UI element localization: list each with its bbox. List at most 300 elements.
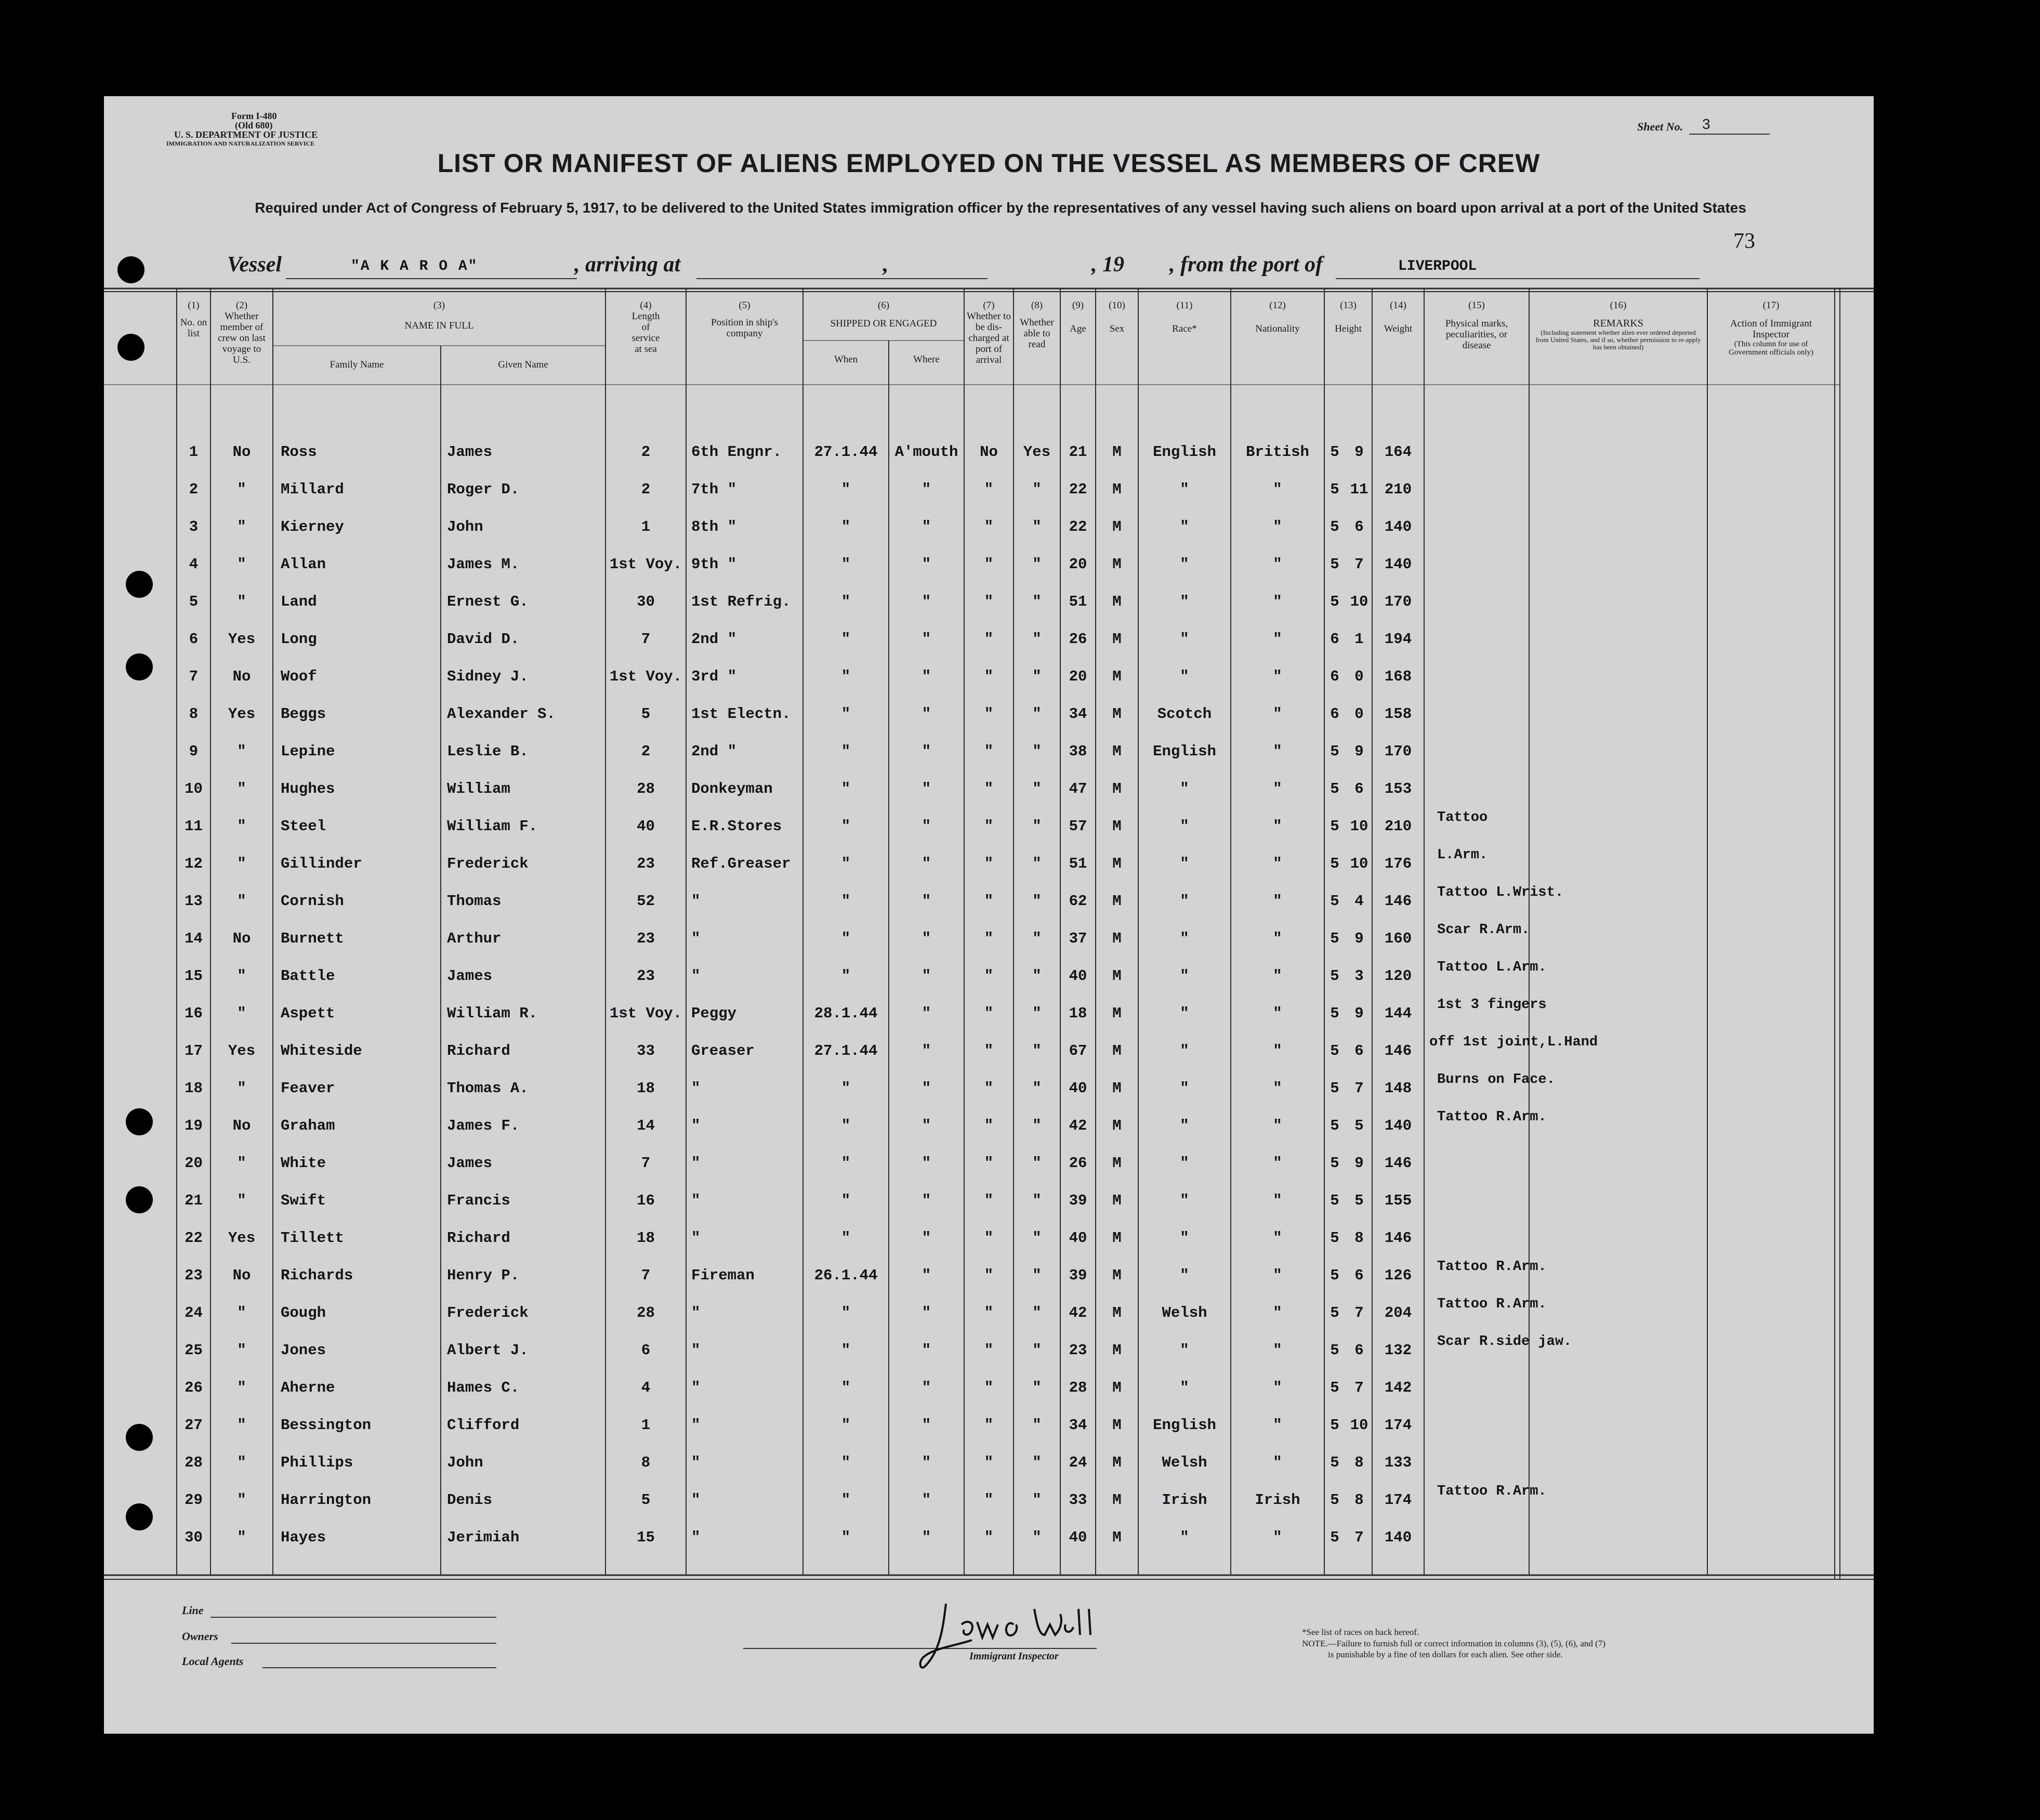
cell-read: Yes [1023,443,1051,461]
cell-position: 7th " [691,481,737,498]
cell-position: Peggy [691,1005,737,1022]
cell-family: Lepine [281,743,335,760]
cell-no: 18 [185,1080,203,1097]
cell-where: " [922,1417,931,1434]
cell-in: 8 [1354,1491,1364,1509]
cell-service: 1 [641,1417,651,1434]
cell-read: " [1032,593,1042,610]
cell-prev: " [237,593,246,610]
cell-where: " [922,1155,931,1172]
cell-wt: 210 [1384,818,1412,835]
cell-service: 15 [637,1529,655,1546]
cell-where: " [922,631,931,648]
cell-service: 2 [641,481,651,498]
cell-given: Thomas [447,893,502,910]
table-row [104,1445,1874,1482]
cell-service: 4 [641,1379,651,1396]
cell-nat: " [1273,893,1282,910]
table-row [104,1332,1874,1370]
cell-wt: 120 [1384,967,1412,985]
cell-disch: " [984,1417,994,1434]
cell-where: " [922,1454,931,1471]
cell-where: " [922,893,931,910]
line-label: Line [182,1604,204,1617]
cell-no: 21 [185,1192,203,1209]
cell-position: " [691,1117,701,1134]
cell-given: Denis [447,1491,493,1509]
cell-no: 28 [185,1454,203,1471]
cell-family: Ross [281,443,317,461]
cell-nat: " [1273,481,1282,498]
cell-no: 25 [185,1342,203,1359]
cell-ft: 5 [1330,443,1339,461]
cell-wt: 168 [1384,668,1412,685]
cell-where: " [922,481,931,498]
cell-service: 1st Voy. [609,668,682,685]
cell-nat: " [1273,1005,1282,1022]
penalty-note-cont: is punishable by a fine of ten dollars for each alien. See other side. [1328,1649,1563,1659]
cell-given: William F. [447,818,538,835]
cell-family: Allan [281,556,326,573]
cell-disch: " [984,1379,994,1396]
cell-given: William [447,780,510,797]
cell-when: " [841,1229,851,1247]
sheet-label: Sheet No. [1637,120,1683,133]
penalty-note: NOTE.—Failure to furnish full or correct information in columns (3), (5), (6), and (7) [1302,1639,1605,1648]
cell-race: " [1180,631,1189,648]
cell-marks: Scar R.Arm. [1437,922,1530,938]
cell-disch: " [984,1529,994,1546]
cell-where: " [922,1192,931,1209]
cell-family: Aspett [281,1005,335,1022]
cell-read: " [1032,1155,1042,1172]
cell-read: " [1032,556,1042,573]
cell-race: Scotch [1157,705,1212,723]
cell-when: " [841,1155,851,1172]
table-row [104,996,1874,1033]
cell-when: " [841,556,851,573]
cell-family: Long [281,631,317,648]
cell-wt: 146 [1384,1155,1412,1172]
cell-disch: " [984,1267,994,1284]
cell-sex: M [1112,1304,1122,1321]
cell-given: Hames C. [447,1379,520,1396]
cell-race: " [1180,818,1189,835]
cell-ft: 5 [1330,967,1339,985]
cell-in: 10 [1350,855,1368,872]
cell-when: " [841,593,851,610]
cell-wt: 148 [1384,1080,1412,1097]
cell-nat: " [1273,1155,1282,1172]
cell-ft: 5 [1330,855,1339,872]
cell-read: " [1032,481,1042,498]
cell-race: " [1180,930,1189,947]
cell-age: 40 [1069,1229,1087,1247]
cell-in: 11 [1350,481,1368,498]
cell-prev: " [237,518,246,535]
cell-in: 8 [1354,1229,1364,1247]
cell-marks: off 1st joint,L.Hand [1429,1035,1598,1050]
cell-when: " [841,1117,851,1134]
cell-ft: 6 [1330,705,1339,723]
col-header-6: (6) SHIPPED OR ENGAGED [830,300,937,329]
table-row [104,1033,1874,1070]
cell-sex: M [1112,593,1122,610]
cell-age: 42 [1069,1117,1087,1134]
cell-race: Welsh [1162,1304,1207,1321]
cell-wt: 140 [1384,1529,1412,1546]
cell-prev: " [237,1005,246,1022]
cell-when: " [841,1192,851,1209]
cell-disch: " [984,668,994,685]
cell-nat: " [1273,1192,1282,1209]
cell-ft: 6 [1330,668,1339,685]
cell-when: " [841,1529,851,1546]
cell-read: " [1032,1304,1042,1321]
cell-wt: 140 [1384,1117,1412,1134]
cell-age: 51 [1069,593,1087,610]
cell-nat: " [1273,556,1282,573]
cell-given: John [447,1454,483,1471]
cell-service: 30 [637,593,655,610]
cell-disch: " [984,930,994,947]
cell-sex: M [1112,481,1122,498]
cell-age: 33 [1069,1491,1087,1509]
page-subtitle: Required under Act of Congress of February 5, 1917, to be delivered to the United States immigration officer by the representatives of any vessel having such aliens on board upon arrival at a port of the United States [255,200,1746,216]
form-number: Form I-480 [231,111,277,121]
cell-age: 18 [1069,1005,1087,1022]
inspector-signature [915,1593,1112,1677]
cell-ft: 5 [1330,1117,1339,1134]
cell-position: " [691,1229,701,1247]
cell-where: A'mouth [894,443,958,461]
cell-ft: 5 [1330,1155,1339,1172]
cell-disch: " [984,481,994,498]
cell-nat: " [1273,1080,1282,1097]
cell-service: 28 [637,1304,655,1321]
cell-read: " [1032,1379,1042,1396]
cell-service: 52 [637,893,655,910]
cell-race: " [1180,967,1189,985]
cell-given: Albert J. [447,1342,529,1359]
cell-sex: M [1112,631,1122,648]
cell-wt: 142 [1384,1379,1412,1396]
cell-marks: Tattoo L.Wrist. [1437,885,1564,900]
cell-family: Graham [281,1117,335,1134]
cell-no: 7 [189,668,199,685]
cell-where: " [922,1080,931,1097]
table-row [104,846,1874,883]
cell-no: 24 [185,1304,203,1321]
cell-read: " [1032,1529,1042,1546]
cell-in: 9 [1354,743,1364,760]
cell-ft: 5 [1330,1304,1339,1321]
cell-family: Harrington [281,1491,372,1509]
cell-sex: M [1112,1267,1122,1284]
cell-read: " [1032,1454,1042,1471]
col-header-given-name: Given Name [498,359,548,370]
cell-family: Woof [281,668,317,685]
cell-given: James [447,967,493,985]
table-row [104,1370,1874,1407]
cell-ft: 5 [1330,556,1339,573]
cell-no: 20 [185,1155,203,1172]
cell-read: " [1032,1117,1042,1134]
cell-sex: M [1112,1342,1122,1359]
cell-family: Land [281,593,317,610]
cell-prev: " [237,743,246,760]
cell-service: 40 [637,818,655,835]
cell-disch: " [984,518,994,535]
from-port-label: , from the port of [1169,253,1323,277]
cell-position: Ref.Greaser [691,855,791,872]
cell-disch: " [984,1491,994,1509]
cell-ft: 5 [1330,518,1339,535]
table-row [104,1295,1874,1332]
manifest-sheet [104,96,1874,1734]
cell-in: 9 [1354,930,1364,947]
cell-service: 5 [641,705,651,723]
year-prefix: , 19 [1091,253,1124,277]
cell-position: E.R.Stores [691,818,782,835]
cell-service: 1 [641,518,651,535]
cell-in: 8 [1354,1454,1364,1471]
cell-in: 10 [1350,818,1368,835]
cell-where: " [922,930,931,947]
cell-position: 8th " [691,518,737,535]
cell-sex: M [1112,893,1122,910]
cell-nat: " [1273,855,1282,872]
cell-race: " [1180,1042,1189,1059]
cell-service: 7 [641,1267,651,1284]
cell-wt: 146 [1384,893,1412,910]
cell-age: 34 [1069,705,1087,723]
cell-sex: M [1112,780,1122,797]
cell-disch: " [984,780,994,797]
cell-read: " [1032,1005,1042,1022]
cell-read: " [1032,668,1042,685]
cell-in: 7 [1354,556,1364,573]
arriving-label: , arriving at [574,253,681,277]
col-header-7: (7) Whether to be dis-charged at port of arrival [967,300,1011,365]
cell-no: 6 [189,631,199,648]
cell-service: 7 [641,631,651,648]
cell-age: 28 [1069,1379,1087,1396]
cell-service: 28 [637,780,655,797]
cell-nat: " [1273,1417,1282,1434]
cell-prev: No [232,1267,251,1284]
cell-sex: M [1112,443,1122,461]
table-row [104,1258,1874,1295]
cell-given: Leslie B. [447,743,529,760]
cell-in: 6 [1354,1267,1364,1284]
cell-where: " [922,705,931,723]
cell-prev: Yes [228,1042,256,1059]
cell-when: " [841,1454,851,1471]
cell-ft: 5 [1330,1342,1339,1359]
col-header-16: (16) REMARKS (Including statement whether alien ever ordered deported from United States, and if so, whether permission to re-apply has been obtained) [1535,300,1701,351]
cell-age: 23 [1069,1342,1087,1359]
owners-label: Owners [182,1630,218,1643]
cell-position: " [691,1491,701,1509]
col-header-family-name: Family Name [330,359,384,370]
cell-race: English [1153,743,1216,760]
cell-disch: " [984,1304,994,1321]
cell-nat: " [1273,631,1282,648]
cell-family: Gillinder [281,855,362,872]
cell-in: 6 [1354,780,1364,797]
local-agents-label: Local Agents [182,1655,244,1668]
cell-in: 9 [1354,443,1364,461]
cell-ft: 5 [1330,481,1339,498]
cell-family: Swift [281,1192,326,1209]
cell-read: " [1032,1192,1042,1209]
table-row [104,584,1874,621]
cell-age: 38 [1069,743,1087,760]
cell-disch: " [984,855,994,872]
cell-read: " [1032,855,1042,872]
cell-marks: Tattoo R.Arm. [1437,1484,1547,1499]
cell-read: " [1032,1267,1042,1284]
col-header-when: When [834,354,858,365]
cell-given: Arthur [447,930,502,947]
cell-read: " [1032,1417,1042,1434]
cell-position: 9th " [691,556,737,573]
cell-where: " [922,1005,931,1022]
cell-race: " [1180,481,1189,498]
cell-marks: Tattoo L.Arm. [1437,960,1547,975]
cell-when: 27.1.44 [814,1042,878,1059]
cell-nat: Irish [1255,1491,1300,1509]
cell-sex: M [1112,1529,1122,1546]
cell-disch: " [984,743,994,760]
cell-nat: " [1273,593,1282,610]
cell-marks: Tattoo [1437,810,1488,826]
cell-ft: 5 [1330,1042,1339,1059]
table-row [104,1407,1874,1445]
cell-given: Frederick [447,1304,529,1321]
cell-position: 1st Refrig. [691,593,791,610]
cell-prev: " [237,967,246,985]
cell-no: 19 [185,1117,203,1134]
cell-service: 16 [637,1192,655,1209]
cell-when: " [841,481,851,498]
cell-prev: No [232,443,251,461]
cell-read: " [1032,1080,1042,1097]
cell-service: 18 [637,1080,655,1097]
cell-position: 2nd " [691,631,737,648]
cell-marks: Scar R.side jaw. [1437,1334,1572,1350]
cell-race: " [1180,1005,1189,1022]
service-name: IMMIGRATION AND NATURALIZATION SERVICE [166,140,315,147]
cell-age: 40 [1069,1529,1087,1546]
cell-sex: M [1112,967,1122,985]
cell-no: 30 [185,1529,203,1546]
cell-prev: " [237,481,246,498]
cell-family: Whiteside [281,1042,362,1059]
punch-hole [117,334,144,361]
cell-sex: M [1112,855,1122,872]
cell-age: 26 [1069,631,1087,648]
cell-service: 14 [637,1117,655,1134]
cell-read: " [1032,1342,1042,1359]
cell-sex: M [1112,1491,1122,1509]
cell-prev: No [232,668,251,685]
cell-ft: 5 [1330,1529,1339,1546]
cell-position: " [691,1454,701,1471]
cell-disch: No [980,443,998,461]
cell-sex: M [1112,518,1122,535]
cell-no: 12 [185,855,203,872]
cell-no: 8 [189,705,199,723]
cell-in: 9 [1354,1155,1364,1172]
cell-race: " [1180,556,1189,573]
cell-ft: 5 [1330,1379,1339,1396]
col-header-11: (11) Race* [1172,300,1197,334]
cell-service: 1st Voy. [609,1005,682,1022]
cell-where: " [922,1267,931,1284]
cell-sex: M [1112,1229,1122,1247]
cell-read: " [1032,631,1042,648]
cell-ft: 5 [1330,1454,1339,1471]
cell-service: 7 [641,1155,651,1172]
cell-wt: 140 [1384,556,1412,573]
table-row [104,1482,1874,1520]
cell-read: " [1032,743,1042,760]
cell-marks: Tattoo R.Arm. [1437,1109,1547,1125]
cell-ft: 5 [1330,743,1339,760]
cell-when: " [841,818,851,835]
cell-race: " [1180,518,1189,535]
table-row [104,883,1874,921]
table-row [104,1220,1874,1258]
cell-no: 10 [185,780,203,797]
cell-race: " [1180,1379,1189,1396]
cell-position: Fireman [691,1267,755,1284]
cell-service: 18 [637,1229,655,1247]
table-row [104,1145,1874,1183]
cell-ft: 5 [1330,1005,1339,1022]
cell-race: " [1180,668,1189,685]
col-header-5: (5) Position in ship's company [710,300,779,339]
cell-in: 5 [1354,1117,1364,1134]
cell-no: 5 [189,593,199,610]
cell-family: Steel [281,818,326,835]
cell-given: James F. [447,1117,520,1134]
cell-given: Roger D. [447,481,520,498]
cell-service: 2 [641,443,651,461]
cell-no: 13 [185,893,203,910]
cell-family: Aherne [281,1379,335,1396]
vessel-name: "A K A R O A" [351,258,478,274]
cell-prev: " [237,1342,246,1359]
col-header-4: (4) Length of service at sea [631,300,660,355]
cell-marks: Burns on Face. [1437,1072,1555,1088]
cell-family: Tillett [281,1229,344,1247]
cell-wt: 144 [1384,1005,1412,1022]
cell-where: " [922,1342,931,1359]
cell-wt: 174 [1384,1491,1412,1509]
form-old-number: (Old 680) [235,120,273,130]
cell-disch: " [984,1192,994,1209]
cell-prev: " [237,1417,246,1434]
cell-prev: Yes [228,1229,256,1247]
cell-age: 39 [1069,1192,1087,1209]
cell-read: " [1032,705,1042,723]
cell-in: 3 [1354,967,1364,985]
race-note: *See list of races on back hereof. [1302,1627,1419,1637]
cell-position: 6th Engnr. [691,443,782,461]
